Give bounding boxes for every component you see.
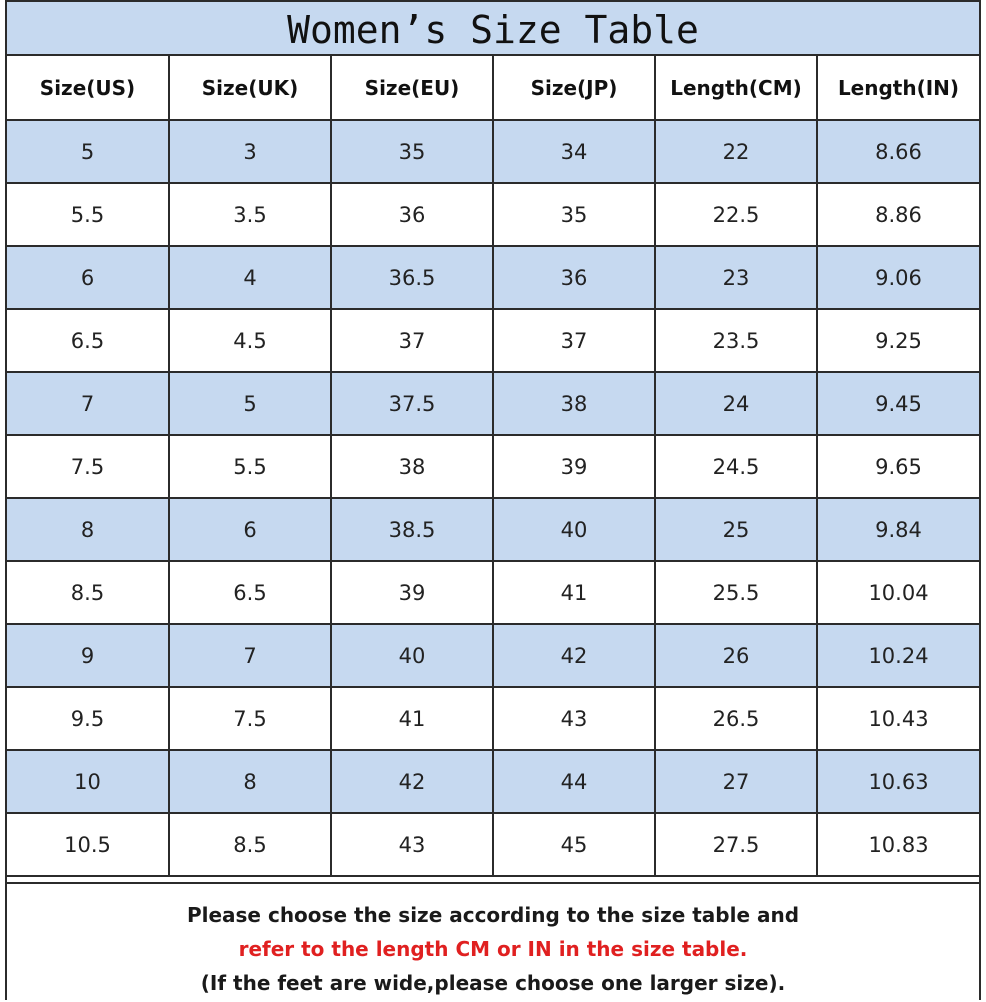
- table-row: [7, 309, 979, 372]
- cell-size-uk: 6.5: [169, 561, 331, 624]
- cell-size-uk: 6: [169, 498, 331, 561]
- cell-size-us: 6.5: [7, 309, 169, 372]
- cell-size-uk: 7.5: [169, 687, 331, 750]
- cell-size-eu: 37.5: [331, 372, 493, 435]
- cell-length-in: 9.06: [817, 246, 979, 309]
- cell-size-us: 10.5: [7, 813, 169, 876]
- header-row: [7, 56, 979, 120]
- cell-size-jp: 34: [493, 120, 655, 183]
- table-row: [7, 435, 979, 498]
- cell-size-eu: 35: [331, 120, 493, 183]
- cell-size-jp: 42: [493, 624, 655, 687]
- cell-size-jp: 39: [493, 435, 655, 498]
- cell-size-us: 5.5: [7, 183, 169, 246]
- cell-length-in: 10.43: [817, 687, 979, 750]
- cell-length-in: 10.24: [817, 624, 979, 687]
- cell-size-eu: 38: [331, 435, 493, 498]
- cell-size-us: 10: [7, 750, 169, 813]
- cell-size-jp: 36: [493, 246, 655, 309]
- table-row: [7, 246, 979, 309]
- cell-size-eu: 41: [331, 687, 493, 750]
- header-length-in: Length(IN): [817, 56, 979, 120]
- table-row: [7, 750, 979, 813]
- size-chart: [5, 0, 981, 1000]
- table-row: [7, 813, 979, 876]
- cell-size-eu: 36: [331, 183, 493, 246]
- cell-size-uk: 4: [169, 246, 331, 309]
- table-row: [7, 183, 979, 246]
- cell-size-jp: 43: [493, 687, 655, 750]
- cell-size-jp: 38: [493, 372, 655, 435]
- header-size-us: Size(US): [7, 56, 169, 120]
- cell-size-eu: 40: [331, 624, 493, 687]
- cell-size-us: 8.5: [7, 561, 169, 624]
- cell-size-uk: 7: [169, 624, 331, 687]
- header-length-cm: Length(CM): [655, 56, 817, 120]
- note-line-2-highlight: refer to the length CM or IN in the size table.: [238, 937, 748, 961]
- cell-size-eu: 38.5: [331, 498, 493, 561]
- cell-size-us: 7: [7, 372, 169, 435]
- cell-length-in: 10.63: [817, 750, 979, 813]
- cell-size-jp: 35: [493, 183, 655, 246]
- header-size-uk: Size(UK): [169, 56, 331, 120]
- cell-length-cm: 25: [655, 498, 817, 561]
- cell-size-uk: 5: [169, 372, 331, 435]
- cell-length-cm: 24: [655, 372, 817, 435]
- cell-length-in: 9.25: [817, 309, 979, 372]
- cell-length-in: 8.66: [817, 120, 979, 183]
- table-body: [7, 120, 979, 876]
- cell-size-eu: 37: [331, 309, 493, 372]
- cell-size-jp: 45: [493, 813, 655, 876]
- cell-length-cm: 27: [655, 750, 817, 813]
- cell-size-us: 8: [7, 498, 169, 561]
- cell-size-uk: 8.5: [169, 813, 331, 876]
- cell-size-jp: 40: [493, 498, 655, 561]
- cell-size-us: 9.5: [7, 687, 169, 750]
- header-size-jp: Size(JP): [493, 56, 655, 120]
- cell-size-jp: 41: [493, 561, 655, 624]
- table-row: [7, 561, 979, 624]
- cell-length-in: 9.84: [817, 498, 979, 561]
- cell-length-in: 10.04: [817, 561, 979, 624]
- header-size-eu: Size(EU): [331, 56, 493, 120]
- cell-length-cm: 25.5: [655, 561, 817, 624]
- cell-size-us: 5: [7, 120, 169, 183]
- cell-size-us: 6: [7, 246, 169, 309]
- table-title: Women’s Size Table: [7, 2, 979, 56]
- table-row: [7, 624, 979, 687]
- cell-size-jp: 37: [493, 309, 655, 372]
- cell-length-in: 10.83: [817, 813, 979, 876]
- cell-size-uk: 3.5: [169, 183, 331, 246]
- cell-length-cm: 27.5: [655, 813, 817, 876]
- cell-size-uk: 4.5: [169, 309, 331, 372]
- table-row: [7, 120, 979, 183]
- size-note: [7, 882, 979, 1002]
- cell-length-cm: 24.5: [655, 435, 817, 498]
- cell-length-cm: 22.5: [655, 183, 817, 246]
- cell-length-cm: 23.5: [655, 309, 817, 372]
- note-line-3: (If the feet are wide,please choose one larger size).: [200, 971, 786, 995]
- cell-length-in: 9.65: [817, 435, 979, 498]
- cell-length-cm: 26: [655, 624, 817, 687]
- cell-size-uk: 5.5: [169, 435, 331, 498]
- cell-size-jp: 44: [493, 750, 655, 813]
- size-table: [7, 56, 979, 877]
- cell-size-eu: 43: [331, 813, 493, 876]
- cell-size-uk: 8: [169, 750, 331, 813]
- cell-length-cm: 22: [655, 120, 817, 183]
- cell-size-eu: 42: [331, 750, 493, 813]
- cell-length-in: 9.45: [817, 372, 979, 435]
- cell-length-cm: 23: [655, 246, 817, 309]
- table-row: [7, 372, 979, 435]
- cell-length-in: 8.86: [817, 183, 979, 246]
- cell-size-us: 7.5: [7, 435, 169, 498]
- note-line-1: Please choose the size according to the size table and: [186, 903, 800, 927]
- cell-size-uk: 3: [169, 120, 331, 183]
- cell-length-cm: 26.5: [655, 687, 817, 750]
- table-row: [7, 498, 979, 561]
- table-row: [7, 687, 979, 750]
- cell-size-eu: 36.5: [331, 246, 493, 309]
- cell-size-eu: 39: [331, 561, 493, 624]
- cell-size-us: 9: [7, 624, 169, 687]
